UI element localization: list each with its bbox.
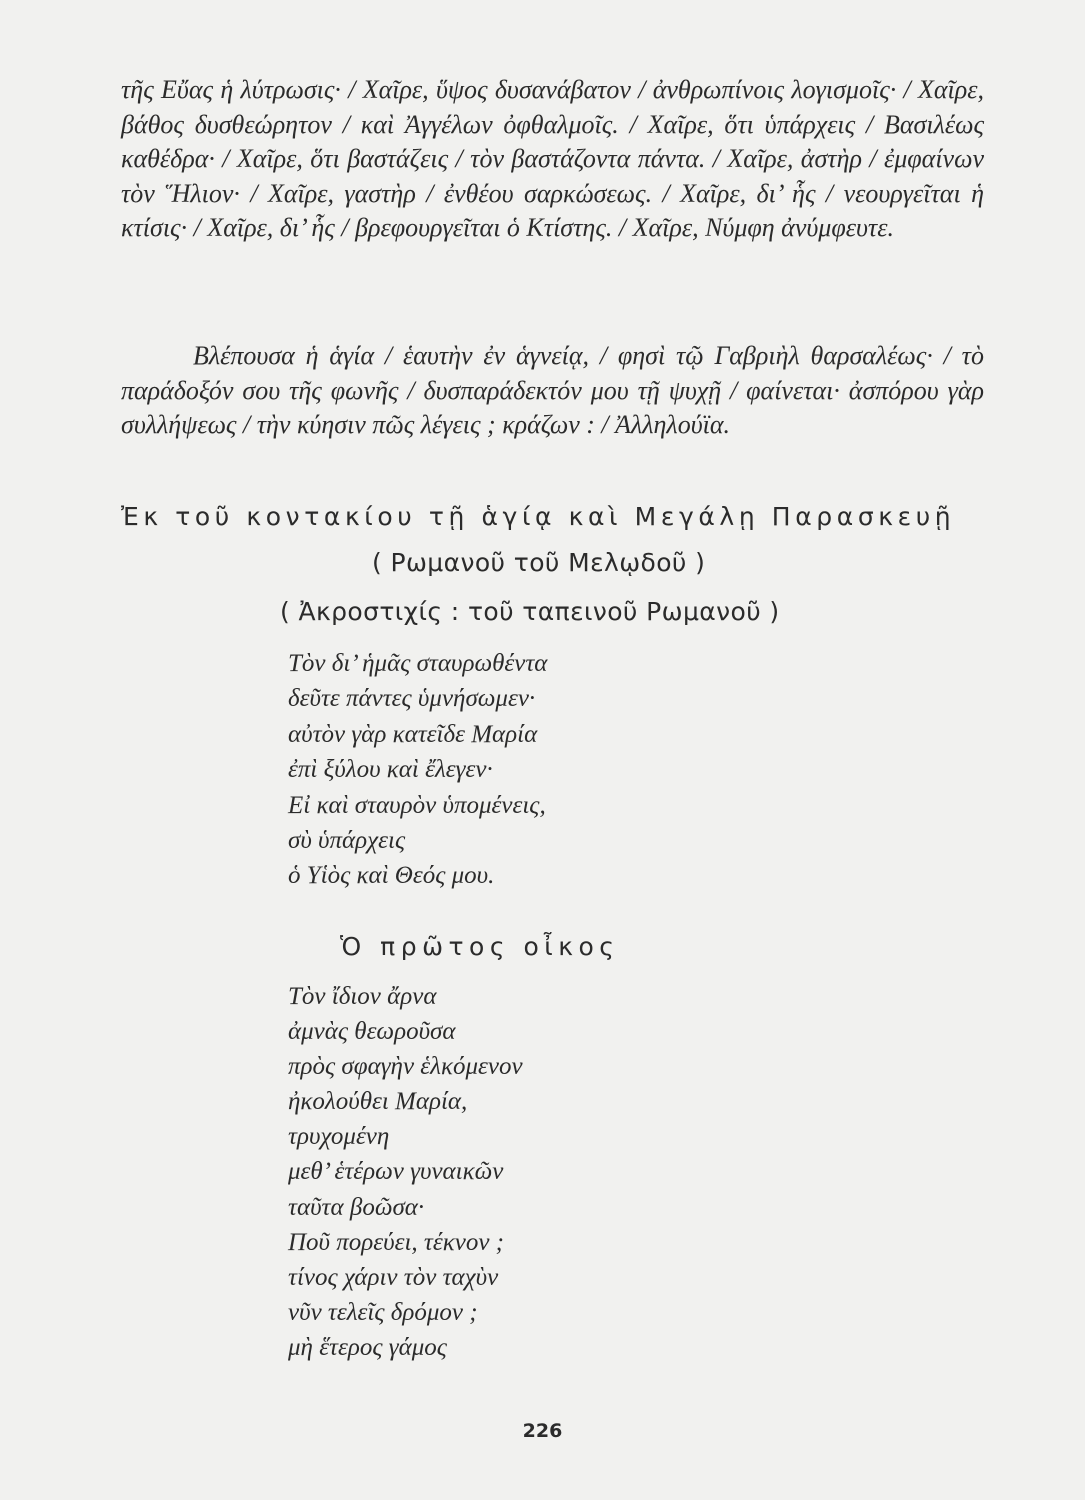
verse-line: ταῦτα βοῶσα· xyxy=(288,1193,425,1221)
verse-line: μὴ ἕτερος γάμος xyxy=(288,1333,447,1361)
verse-line: ἀμνὰς θεωροῦσα xyxy=(288,1018,456,1046)
verse-line: ἠκολούθει Μαρία, xyxy=(288,1088,468,1116)
verse-line: πρὸς σφαγὴν ἑλκόμενον xyxy=(288,1053,523,1081)
first-oikos-heading: Ὁ πρῶτος οἶκος xyxy=(340,932,620,961)
salutations-paragraph xyxy=(121,73,984,246)
annunciation-paragraph xyxy=(121,339,984,443)
verse-line: νῦν τελεῖς δρόμον ; xyxy=(288,1298,478,1326)
verse-line: ἐπὶ ξύλου καὶ ἔλεγεν· xyxy=(288,756,493,784)
verse-line: μεθ’ ἑτέρων γυναικῶν xyxy=(288,1158,504,1186)
verse-line: σὺ ὑπάρχεις xyxy=(288,827,406,855)
verse-line: τρυχομένη xyxy=(288,1123,390,1151)
kontakion-verse xyxy=(288,646,547,894)
oikos-verse xyxy=(288,979,523,1365)
verse-line: ὁ Υἱὸς καὶ Θεός μου. xyxy=(288,862,495,890)
salutations-text: τῆς Εὔας ἡ λύτρωσις· / Χαῖρε, ὕψος δυσανάβατον / ἀνθρωπίνοις λογισμοῖς· / Χαῖρε, βάθος δυσθεώρητον / καὶ Ἀγγέλων ὀφθαλμοῖς. / Χαῖρε, ὅτι ὑπάρχεις / Βασιλέως καθέδρα· / Χαῖρε, ὅτι βαστάζεις / τὸν βαστάζοντα πάντα. / Χαῖρε, ἀστὴρ / ἐμφαίνων τὸν Ἥλιον· / Χαῖρε, γαστὴρ / ἐνθέου σαρκώσεως. / Χαῖρε, δι’ ἧς / νεουργεῖται ἡ κτίσις· / Χαῖρε, δι’ ἧς / βρεφουργεῖται ὁ Κτίστης. / Χαῖρε, Νύμφη ἀνύμφευτε. xyxy=(121,75,984,242)
verse-line: Ποῦ πορεύει, τέκνον ; xyxy=(288,1228,504,1256)
annunciation-text: Βλέπουσα ἡ ἁγία / ἑαυτὴν ἐν ἁγνείᾳ, / φησὶ τῷ Γαβριὴλ θαρσαλέως· / τὸ παράδοξόν σου τῆς φωνῆς / δυσπαράδεκτόν μου τῇ ψυχῇ / φαίνεται· ἀσπόρου γὰρ συλλήψεως / τὴν κύησιν πῶς λέγεις ; κράζων : / Ἀλληλούϊα. xyxy=(121,341,984,439)
verse-line: Εἰ καὶ σταυρὸν ὑπομένεις, xyxy=(288,791,546,819)
acrostic-note: ( Ἀκροστιχίς : τοῦ ταπεινοῦ Ρωμανοῦ ) xyxy=(280,597,780,626)
verse-line: Τὸν δι’ ἡμᾶς σταυρωθέντα xyxy=(288,650,548,677)
verse-line: τίνος χάριν τὸν ταχὺν xyxy=(288,1263,499,1291)
kontakion-heading: Ἐκ τοῦ κοντακίου τῇ ἁγίᾳ καὶ Μεγάλῃ Παρασκευῇ xyxy=(121,502,956,531)
verse-line: Τὸν ἴδιον ἄρνα xyxy=(288,983,437,1010)
verse-line: αὐτὸν γὰρ κατεῖδε Μαρία xyxy=(288,720,538,748)
author-attribution: ( Ρωμανοῦ τοῦ Μελῳδοῦ ) xyxy=(372,548,706,577)
page-number: 226 xyxy=(522,1420,563,1442)
verse-line: δεῦτε πάντες ὑμνήσωμεν· xyxy=(288,685,536,713)
